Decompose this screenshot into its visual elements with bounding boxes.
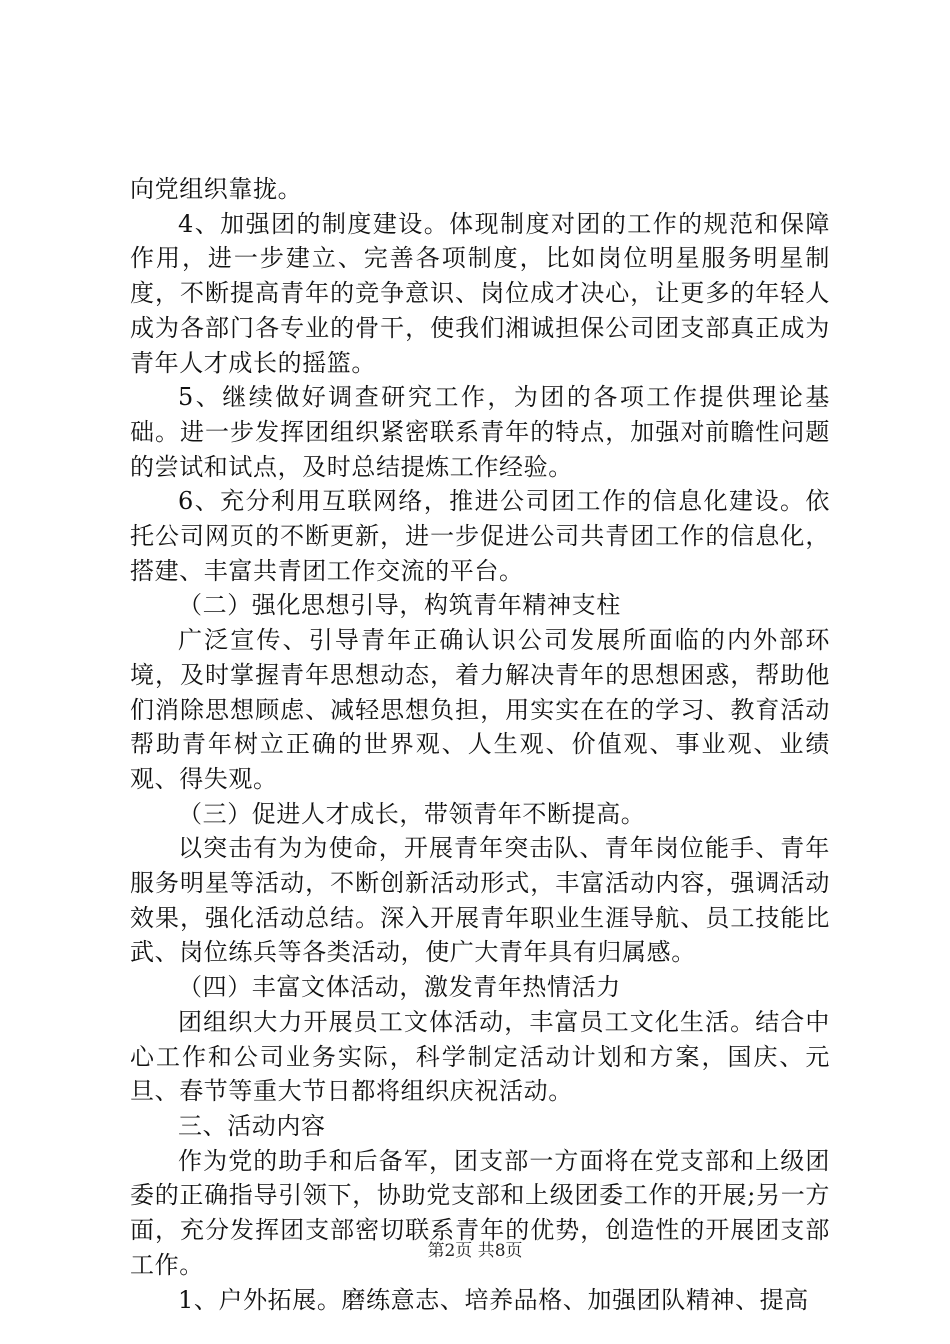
paragraph: 以突击有为为使命，开展青年突击队、青年岗位能手、青年服务明星等活动，不断创新活动形式，丰富活动内容，强调活动效果，强化活动总结。深入开展青年职业生涯导航、员工技能比武、岗位练兵等各类活动，使广大青年具有归属感。 [130,834,830,967]
paragraph: （二）强化思想引导，构筑青年精神支柱 [178,591,621,620]
paragraph: （四）丰富文体活动，激发青年热情活力 [178,973,621,1002]
paragraph: 作为党的助手和后备军，团支部一方面将在党支部和上级团委的正确指导引领下，协助党支部和上级团委工作的开展;另一方面，充分发挥团支部密切联系青年的优势，创造性的开展团支部工作。 [130,1146,830,1279]
page-footer: 第2页 共8页 [427,1241,523,1261]
paragraph: 团组织大力开展员工文体活动，丰富员工文化生活。结合中心工作和公司业务实际，科学制定活动计划和方案，国庆、元旦、春节等重大节日都将组织庆祝活动。 [130,1007,830,1106]
paragraph: 三、活动内容 [178,1111,326,1140]
paragraph: 1、户外拓展。磨练意志、培养品格、加强团队精神、提高 [178,1285,809,1314]
paragraph: 5、继续做好调查研究工作，为团的各项工作提供理论基础。进一步发挥团组织紧密联系青年的特点，加强对前瞻性问题的尝试和试点，及时总结提炼工作经验。 [130,383,830,481]
paragraph: 4、加强团的制度建设。体现制度对团的工作的规范和保障作用，进一步建立、完善各项制度，比如岗位明星服务明星制度，不断提高青年的竞争意识、岗位成才决心，让更多的年轻人成为各部门各专业的骨干，使我们湘诚担保公司团支部真正成为青年人才成长的摇篮。 [130,209,830,377]
paragraph: 6、充分利用互联网络，推进公司团工作的信息化建设。依托公司网页的不断更新，进一步促进公司共青团工作的信息化，搭建、丰富共青团工作交流的平台。 [130,487,830,585]
paragraph: 广泛宣传、引导青年正确认识公司发展所面临的内外部环境，及时掌握青年思想动态，着力解决青年的思想困惑，帮助他们消除思想顾虑、减轻思想负担，用实实在在的学习、教育活动帮助青年树立正确的世界观、人生观、价值观、事业观、业绩观、得失观。 [130,626,830,793]
paragraph: （三）促进人才成长，带领青年不断提高。 [178,799,646,828]
paragraph: 向党组织靠拢。 [130,175,303,203]
document-body [130,172,830,1317]
